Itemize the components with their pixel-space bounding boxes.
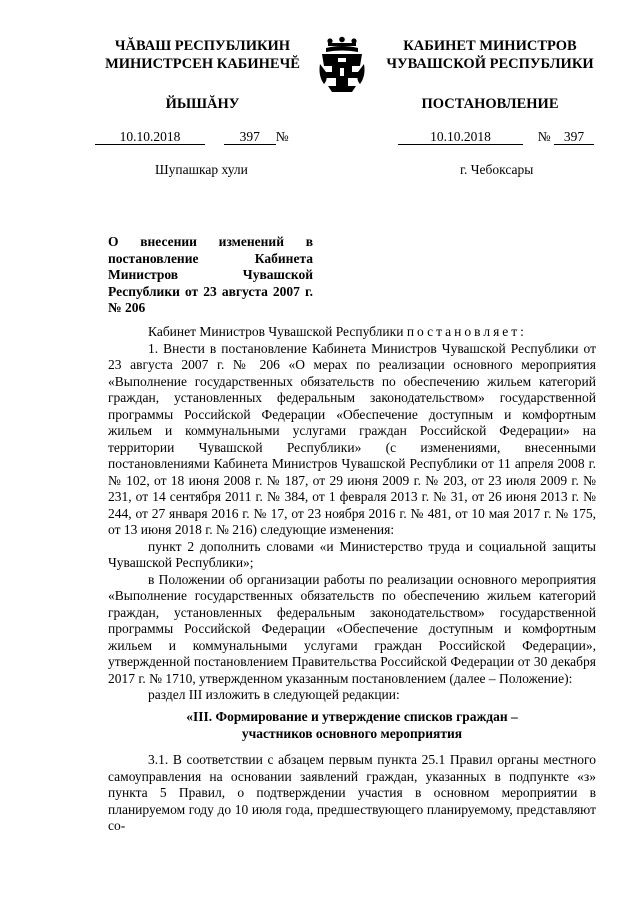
place-chuvash: Шупашкар хули bbox=[155, 162, 248, 177]
header-chuvash-line1: ЧĂВАШ РЕСПУБЛИКИН bbox=[114, 38, 291, 54]
document-title: О внесении изменений в постановление Кабинета Министров Чувашской Республики от 23 августа 2007 г. № 206 bbox=[108, 234, 313, 315]
registration-right bbox=[398, 129, 594, 145]
reg-right-date: 10.10.2018 bbox=[398, 129, 523, 145]
paragraph-3: в Положении об организации работы по реализации основного мероприятия «Выполнение государственных обязательств по обеспечению жильем категорий граждан, установленных федеральным законодательством» государственной программы Российской Федерации «Обеспечение доступным и комфортным жильем и коммунальными услугами граждан Российской Федерации», утвержденной постановлением Правительства Российской Федерации от 30 декабря 2017 г. № 1710, утвержденном указанным постановлением (далее – Положение): bbox=[108, 571, 596, 686]
intro-paragraph bbox=[108, 324, 596, 341]
header-russian-line2: ЧУВАШСКОЙ РЕСПУБЛИКИ bbox=[386, 56, 594, 72]
doc-type-chuvash: ЙЫШĂНУ bbox=[165, 96, 240, 112]
place-russian: г. Чебоксары bbox=[460, 162, 534, 177]
paragraph-1: 1. Внести в постановление Кабинета Министров Чувашской Республики от 23 августа 2007 г. № 206 «О мерах по реализации основного мероприятия «Выполнение государственных обязательств по обеспечению жильем категорий граждан, установленных федеральным законодательством» государственной программы Российской Федерации «Обеспечение доступным и комфортным жильем и коммунальными услугами граждан Российской Федерации» на территории Чувашской Республики» (с изменениями, внесенными постановлениями Кабинета Министров Чувашской Республики от 11 апреля 2008 г. № 102, от 18 июня 2008 г. № 187, от 29 июня 2009 г. № 203, от 23 июля 2009 г. № 231, от 14 сентября 2011 г. № 384, от 1 февраля 2013 г. № 31, от 26 июня 2013 г. № 244, от 27 января 2016 г. № 17, от 23 ноября 2016 г. № 481, от 10 мая 2017 г. № 175, от 13 июня 2018 г. № 216) следующие изменения: bbox=[108, 340, 596, 537]
reg-left-number: 397 bbox=[224, 129, 276, 145]
coat-of-arms-icon bbox=[318, 36, 366, 94]
section-heading-line2: участников основного мероприятия bbox=[241, 726, 463, 741]
header-chuvash-block bbox=[95, 37, 310, 73]
section-heading-line1: «III. Формирование и утверждение списков граждан – bbox=[186, 709, 518, 724]
intro-lead: Кабинет Министров Чувашской Республики bbox=[148, 324, 404, 339]
header-russian-line1: КАБИНЕТ МИНИСТРОВ bbox=[403, 38, 577, 54]
registration-left bbox=[95, 129, 289, 145]
header-russian-block bbox=[380, 37, 600, 73]
reg-right-no-sign: № bbox=[537, 129, 551, 144]
intro-word: постановляет: bbox=[406, 324, 527, 339]
body-text bbox=[108, 324, 596, 704]
reg-left-date: 10.10.2018 bbox=[95, 129, 205, 145]
paragraph-4: раздел III изложить в следующей редакции: bbox=[148, 687, 400, 702]
doc-type-russian: ПОСТАНОВЛЕНИЕ bbox=[421, 96, 559, 112]
paragraph-2: пункт 2 дополнить словами «и Министерство труда и социальной защиты Чувашской Республики»; bbox=[108, 538, 596, 570]
header-chuvash-line2: МИНИСТРСЕН КАБИНЕЧĔ bbox=[105, 56, 300, 72]
section-heading bbox=[108, 708, 596, 742]
paragraph-5: 3.1. В соответствии с абзацем первым пункта 25.1 Правил органы местного самоуправления на основании заявлений граждан, указанных в подпункте «з» пункта 5 Правил, о подтверждении участия в основном мероприятии в планируемом году до 10 июля года, предшествующего планируемому, представляют со- bbox=[108, 752, 596, 833]
reg-right-number: 397 bbox=[554, 129, 594, 145]
reg-left-no-sign: № bbox=[275, 129, 289, 144]
